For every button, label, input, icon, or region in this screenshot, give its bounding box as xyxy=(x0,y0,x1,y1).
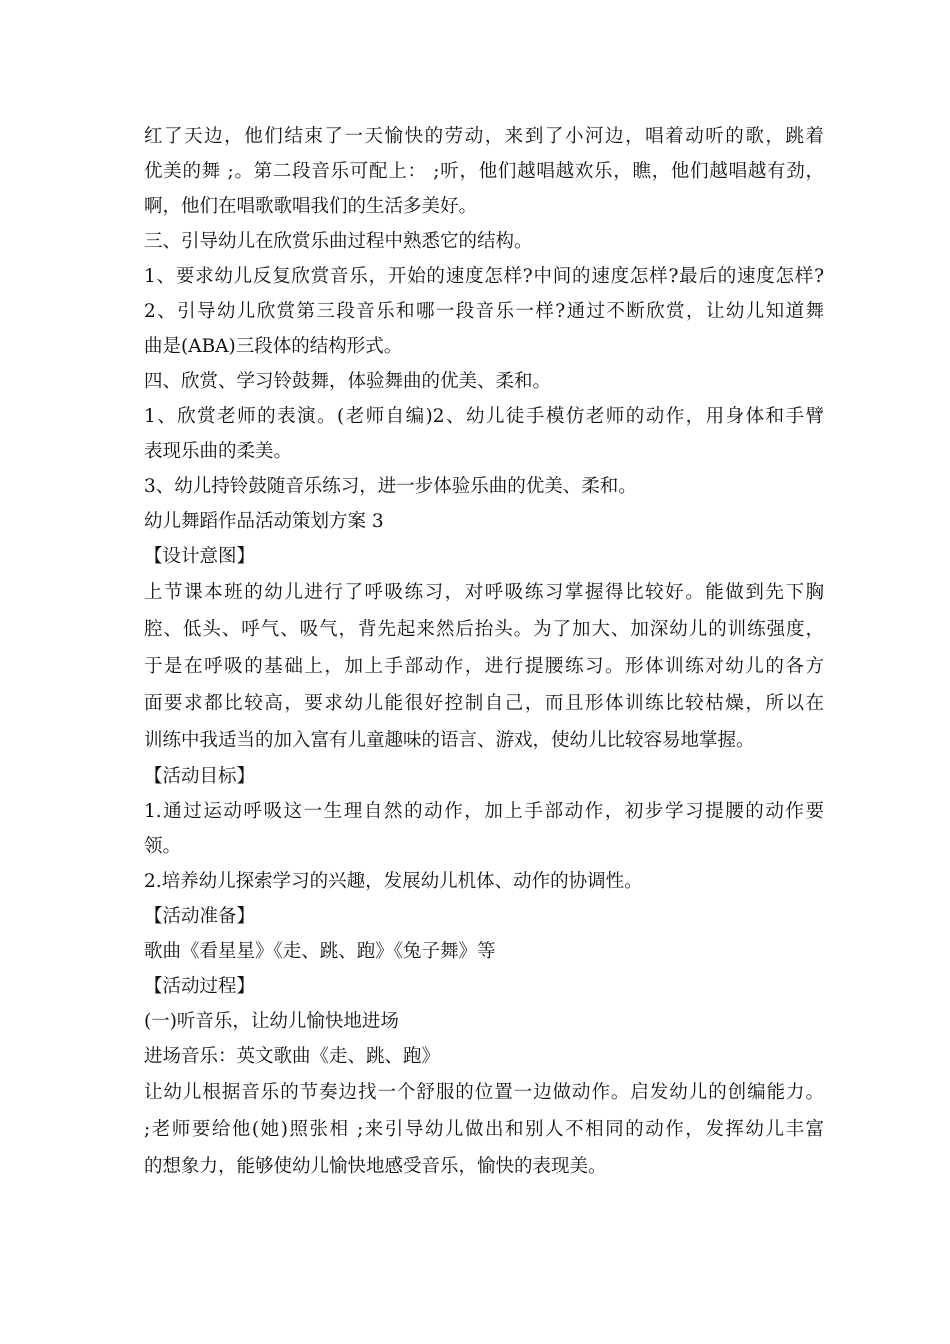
paragraph-line: (一)听音乐，让幼儿愉快地进场 xyxy=(144,1011,399,1032)
paragraph-line: 面要求都比较高，要求幼儿能很好控制自己，而且形体训练比较枯燥，所以在 xyxy=(144,693,824,714)
paragraph-line: 2.培养幼儿探索学习的兴趣，发展幼儿机体、动作的协调性。 xyxy=(144,871,643,892)
paragraph-line: 2、引导幼儿欣赏第三段音乐和哪一段音乐一样?通过不断欣赏，让幼儿知道舞 xyxy=(144,301,824,322)
section-heading: 三、引导幼儿在欣赏乐曲过程中熟悉它的结构。 xyxy=(144,231,533,252)
paragraph-line: 啊，他们在唱歌歌唱我们的生活多美好。 xyxy=(144,196,478,217)
paragraph-line: 领。 xyxy=(144,836,182,857)
paragraph-line: 表现乐曲的柔美。 xyxy=(144,441,293,462)
section-heading: 【活动过程】 xyxy=(144,976,256,997)
paragraph-line: 歌曲《看星星》《走、跳、跑》《兔子舞》等 xyxy=(144,941,496,962)
paragraph-line: 曲是(ABA)三段体的结构形式。 xyxy=(144,336,403,357)
paragraph-line: 1、欣赏老师的表演。(老师自编)2、幼儿徒手模仿老师的动作，用身体和手臂 xyxy=(144,406,824,427)
paragraph-line: 于是在呼吸的基础上，加上手部动作，进行提腰练习。形体训练对幼儿的各方 xyxy=(144,656,824,677)
section-heading: 【活动目标】 xyxy=(144,766,256,787)
paragraph-line: 进场音乐：英文歌曲《走、跳、跑》 xyxy=(144,1046,441,1067)
section-heading: 【设计意图】 xyxy=(144,546,256,567)
paragraph-line: 让幼儿根据音乐的节奏边找一个舒服的位置一边做动作。启发幼儿的创编能力。 xyxy=(144,1082,824,1103)
section-heading: 【活动准备】 xyxy=(144,906,256,927)
paragraph-line: 的想象力，能够使幼儿愉快地感受音乐，愉快的表现美。 xyxy=(144,1156,607,1177)
paragraph-line: 3、幼儿持铃鼓随音乐练习，进一步体验乐曲的优美、柔和。 xyxy=(144,476,637,497)
paragraph-line: 训练中我适当的加入富有儿童趣味的语言、游戏，使幼儿比较容易地掌握。 xyxy=(144,730,755,751)
document-body xyxy=(144,119,824,1185)
paragraph-line: 腔、低头、呼气、吸气，背先起来然后抬头。为了加大、加深幼儿的训练强度， xyxy=(144,619,824,640)
paragraph-line: 红了天边，他们结束了一天愉快的劳动，来到了小河边，唱着动听的歌，跳着 xyxy=(144,126,824,147)
paragraph-line: ;老师要给他(她)照张相 ;来引导幼儿做出和别人不相同的动作，发挥幼儿丰富 xyxy=(144,1119,824,1140)
section-heading: 四、欣赏、学习铃鼓舞，体验舞曲的优美、柔和。 xyxy=(144,371,552,392)
paragraph-line: 1、要求幼儿反复欣赏音乐，开始的速度怎样?中间的速度怎样?最后的速度怎样? xyxy=(144,266,824,287)
paragraph-line: 上节课本班的幼儿进行了呼吸练习，对呼吸练习掌握得比较好。能做到先下胸 xyxy=(144,582,824,603)
paragraph-line: 优美的舞 ;。第二段音乐可配上： ;听，他们越唱越欢乐，瞧，他们越唱越有劲， xyxy=(144,161,824,182)
document-subtitle: 幼儿舞蹈作品活动策划方案 3 xyxy=(144,511,384,532)
paragraph-line: 1.通过运动呼吸这一生理自然的动作，加上手部动作，初步学习提腰的动作要 xyxy=(144,801,824,822)
